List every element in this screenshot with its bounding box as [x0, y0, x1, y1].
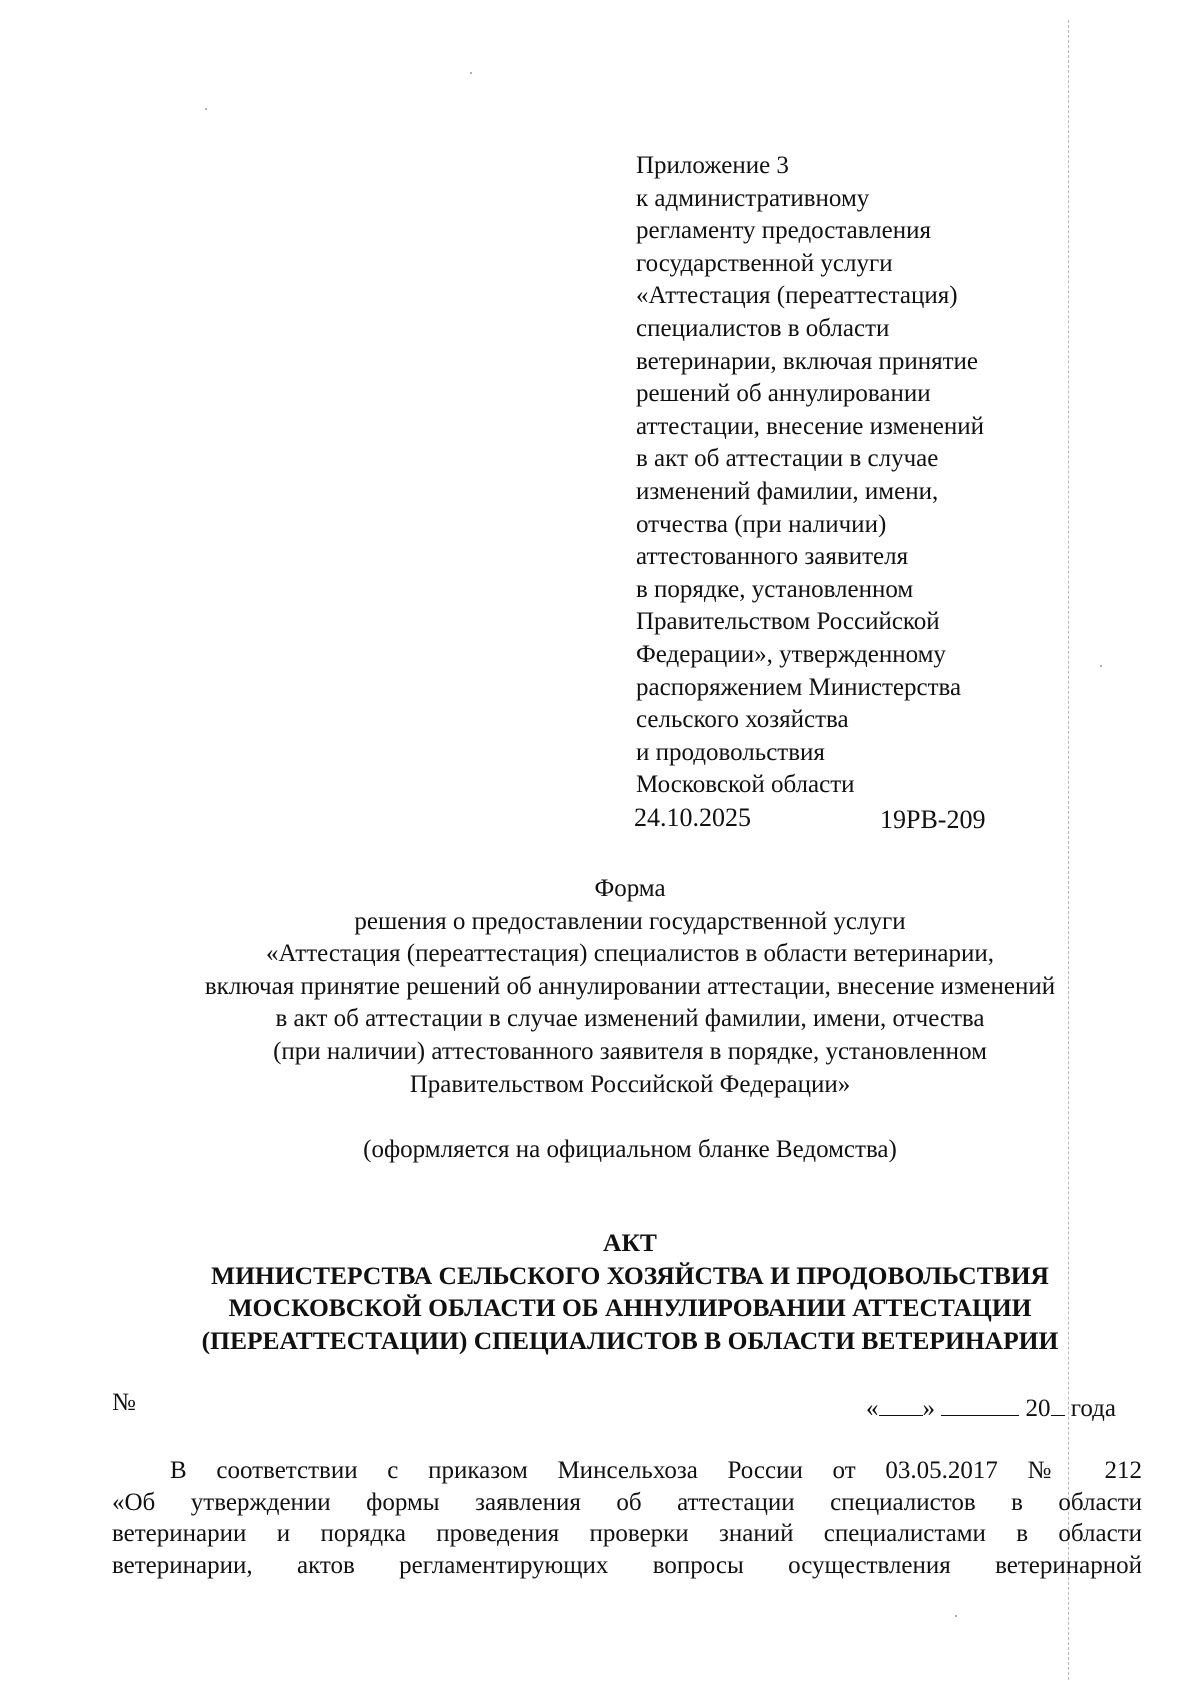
form-title-line: в акт об аттестации в случае изменений фамилии, имени, отчества: [275, 1005, 985, 1033]
form-title-block: [100, 873, 1160, 1167]
act-date-line: [866, 1393, 1116, 1423]
act-title: АКТ: [603, 1228, 657, 1257]
year-blank: [1051, 1393, 1065, 1416]
open-quote: «: [866, 1395, 879, 1422]
scan-speck: [470, 72, 472, 74]
paragraph-line: «Об утверждении формы заявления об аттестации специалистов в области: [112, 1488, 1142, 1516]
paragraph-line: ветеринарии и порядка проведения проверки знаний специалистами в области: [112, 1520, 1142, 1547]
appendix-line: аттестации, внесение изменений: [636, 412, 985, 440]
act-title-line: (ПЕРЕАТТЕСТАЦИИ) СПЕЦИАЛИСТОВ В ОБЛАСТИ ВЕТЕРИНАРИИ: [201, 1325, 1059, 1355]
appendix-line: Московской области: [636, 771, 855, 799]
scan-speck: [1100, 665, 1102, 667]
form-title-line: включая принятие решений об аннулировании аттестации, внесение изменений: [204, 972, 1056, 1000]
appendix-date-row: [636, 802, 1076, 836]
appendix-line: отчества (при наличии): [636, 510, 887, 538]
year-word: года: [1070, 1395, 1116, 1422]
form-heading: Форма: [594, 875, 666, 902]
close-quote: »: [922, 1395, 935, 1422]
appendix-line: в порядке, установленном: [636, 575, 914, 603]
act-number-label: №: [112, 1389, 136, 1416]
appendix-line: изменений фамилии, имени,: [636, 477, 939, 505]
appendix-line: в акт об аттестации в случае: [636, 445, 939, 473]
appendix-line: решений об аннулировании: [636, 380, 931, 408]
appendix-line: специалистов в области: [636, 314, 890, 342]
form-title-line: «Аттестация (переаттестация) специалистов в области ветеринарии,: [265, 940, 995, 968]
act-heading: [120, 1227, 1140, 1357]
appendix-number: 19РВ-209: [880, 804, 986, 834]
appendix-line: государственной услуги: [636, 249, 893, 277]
appendix-line: Правительством Российской: [636, 608, 940, 636]
appendix-block: [636, 150, 1076, 836]
appendix-line: аттестованного заявителя: [636, 543, 909, 571]
paragraph-line: ветеринарии, актов регламентирующих вопросы осуществления ветеринарной: [112, 1551, 1142, 1579]
appendix-line: к административному: [636, 184, 870, 212]
scan-speck: [205, 108, 207, 110]
act-title-line: МИНИСТЕРСТВА СЕЛЬСКОГО ХОЗЯЙСТВА И ПРОДОВОЛЬСТВИЯ: [211, 1260, 1049, 1290]
appendix-line: ветеринарии, включая принятие: [636, 347, 978, 375]
form-note: (оформляется на официальном бланке Ведомства): [363, 1136, 897, 1164]
scan-speck: [955, 1615, 957, 1617]
body-paragraph: [112, 1455, 1142, 1581]
year-prefix: 20: [1025, 1395, 1051, 1422]
month-blank: [941, 1393, 1019, 1416]
paragraph-line: В соответствии с приказом Минсельхоза России от 03.05.2017 № 212: [170, 1457, 1142, 1484]
appendix-line: Федерации», утвержденному: [636, 640, 946, 668]
form-title-line: Правительством Российской Федерации»: [409, 1070, 851, 1098]
appendix-line: и продовольствия: [636, 738, 825, 766]
form-title-line: решения о предоставлении государственной услуги: [354, 907, 906, 935]
appendix-date: 24.10.2025: [634, 802, 751, 832]
day-blank: [879, 1393, 923, 1416]
form-title-line: (при наличии) аттестованного заявителя в порядке, установленном: [273, 1037, 987, 1065]
appendix-line: Приложение 3: [636, 152, 789, 179]
appendix-line: регламенту предоставления: [636, 217, 932, 245]
appendix-line: сельского хозяйства: [636, 706, 849, 734]
act-title-line: МОСКОВСКОЙ ОБЛАСТИ ОБ АННУЛИРОВАНИИ АТТЕСТАЦИИ: [228, 1293, 1032, 1322]
appendix-line: «Аттестация (переаттестация): [636, 282, 958, 310]
appendix-line: распоряжением Министерства: [636, 673, 962, 701]
